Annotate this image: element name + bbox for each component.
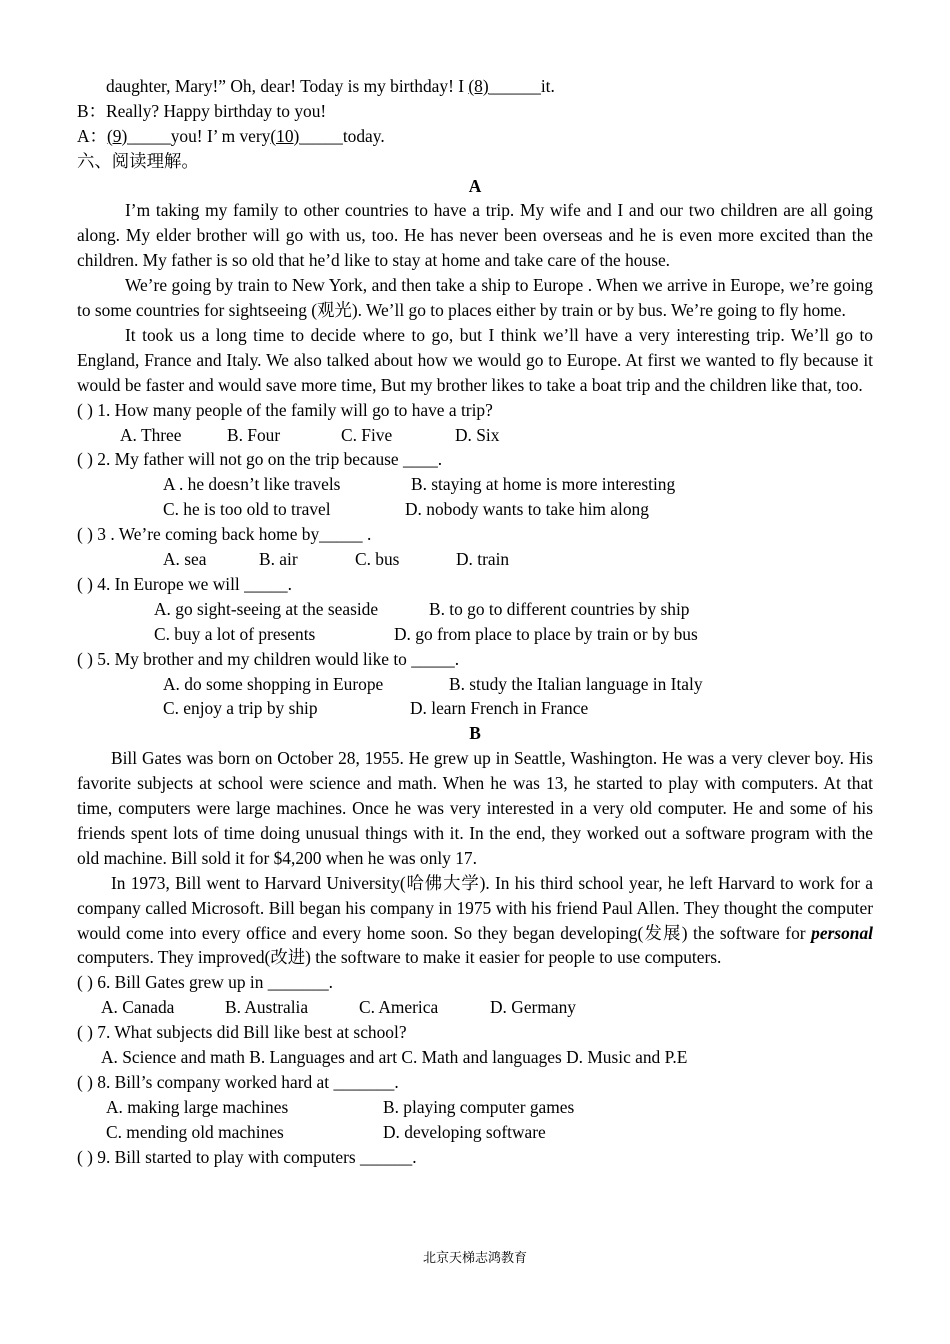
worksheet-page (77, 74, 873, 1169)
question-1-options (77, 423, 873, 448)
q4-option-c[interactable]: C. buy a lot of presents (154, 623, 316, 644)
dialogue-line-9-10: A：(9)_____you! I’ m very(10)_____today. (77, 125, 385, 146)
question-7: ( ) 7. What subjects did Bill like best at school? (77, 1022, 407, 1043)
section-title: 六、阅读理解。 (77, 150, 199, 171)
passage-b-paragraph-2: In 1973, Bill went to Harvard University(哈佛大学). In his third school year, he left Harvard to work for a company called Microsoft. Bill began his company in 1975 with his friend Paul Allen. They thought the computer would come into every office and every home soon. So they began developing(发展) the software for personal computers. They improved(改进) the software to make it easier for people to use computers. (77, 872, 873, 968)
q3-option-d[interactable]: D. train (456, 549, 510, 570)
q2-option-a[interactable]: A . he doesn’t like travels (163, 474, 341, 495)
q2-option-b[interactable]: B. staying at home is more interesting (411, 474, 676, 495)
dialogue-line-b: B：Really? Happy birthday to you! (77, 100, 327, 121)
q5-option-b[interactable]: B. study the Italian language in Italy (449, 673, 703, 694)
emphasized-word: personal (811, 922, 873, 943)
passage-a-title: A (468, 175, 482, 196)
q3-option-c[interactable]: C. bus (355, 549, 400, 570)
q4-option-b[interactable]: B. to go to different countries by ship (429, 598, 690, 619)
passage-b-paragraph-1: Bill Gates was born on October 28, 1955. He grew up in Seattle, Washington. He was a very clever boy. His favorite subjects at school were science and math. When he was 13, he started to play with computers. At that time, computers were large machines. Once he was very interested in a very old computer. He and some of his friends spent lots of time doing unusual things with it. In the end, they worked out a software program with the old machine. Bill sold it for $4,200 when he was only 17. (77, 748, 873, 868)
q1-option-c[interactable]: C. Five (341, 424, 393, 445)
question-6-options (77, 995, 873, 1020)
question-7-options[interactable]: A. Science and math B. Languages and art C. Math and languages D. Music and P.E (101, 1047, 688, 1067)
question-5-options-ab (77, 672, 873, 697)
question-5-options-cd (77, 696, 873, 721)
question-4: ( ) 4. In Europe we will _____. (77, 573, 292, 594)
q6-option-b[interactable]: B. Australia (225, 997, 309, 1018)
answer-blank-9[interactable]: _____ (127, 125, 171, 146)
question-8: ( ) 8. Bill’s company worked hard at _______. (77, 1071, 399, 1092)
passage-a-paragraph-2: We’re going by train to New York, and then take a ship to Europe . When we arrive in Europe, we’re going to some countries for sightseeing (观光). We’ll go to places either by train or by bus. We’re going to fly home. (77, 275, 873, 321)
question-9: ( ) 9. Bill started to play with computers ______. (77, 1146, 417, 1167)
q6-option-a[interactable]: A. Canada (101, 997, 175, 1018)
q5-option-a[interactable]: A. do some shopping in Europe (163, 673, 384, 694)
q2-option-c[interactable]: C. he is too old to travel (163, 499, 331, 520)
q3-option-a[interactable]: A. sea (163, 549, 207, 570)
question-8-options-cd (77, 1120, 873, 1145)
question-4-options-ab (77, 597, 873, 622)
q4-option-a[interactable]: A. go sight-seeing at the seaside (154, 598, 379, 619)
question-3: ( ) 3 . We’re coming back home by_____ . (77, 524, 372, 545)
blank-number-10: (10) (270, 125, 300, 146)
answer-blank-8[interactable]: ______ (488, 76, 541, 96)
question-1: ( ) 1. How many people of the family will go to have a trip? (77, 399, 493, 420)
q6-option-d[interactable]: D. Germany (490, 997, 576, 1018)
q2-option-d[interactable]: D. nobody wants to take him along (405, 499, 649, 520)
passage-b-title: B (469, 723, 481, 744)
q6-option-c[interactable]: C. America (359, 997, 439, 1018)
passage-a-paragraph-3: It took us a long time to decide where to go, but I think we’ll have a very interesting trip. We’ll go to England, France and Italy. We also talked about how we would go to Europe. At first we wanted to fly because it would be faster and would save more time, But my brother likes to take a boat trip and the children like that, too. (77, 324, 873, 395)
q8-option-b[interactable]: B. playing computer games (383, 1096, 575, 1117)
question-4-options-cd (77, 622, 873, 647)
page-footer: 北京天梯志鸿教育 (422, 1251, 527, 1266)
dialogue-line-8: daughter, Mary!” Oh, dear! Today is my birthday! I (8)______it. (106, 76, 555, 96)
q8-option-d[interactable]: D. developing software (383, 1121, 546, 1142)
q1-option-a[interactable]: A. Three (120, 424, 182, 445)
q1-option-b[interactable]: B. Four (227, 424, 281, 445)
question-5: ( ) 5. My brother and my children would like to _____. (77, 648, 460, 669)
q8-option-a[interactable]: A. making large machines (106, 1096, 289, 1117)
q5-option-d[interactable]: D. learn French in France (410, 698, 589, 719)
question-2-options-ab (77, 472, 873, 497)
q4-option-d[interactable]: D. go from place to place by train or by bus (394, 623, 698, 644)
passage-a-paragraph-1: I’m taking my family to other countries to have a trip. My wife and I and our two children are all going along. My elder brother will go with us, too. He has never been overseas and he is even more excited than the children. My father is so old that he’d like to stay at home and take care of the house. (77, 200, 873, 271)
blank-number-9: (9) (106, 125, 128, 146)
answer-blank-10[interactable]: _____ (299, 125, 343, 146)
question-3-options (77, 547, 873, 572)
q8-option-c[interactable]: C. mending old machines (106, 1121, 284, 1142)
blank-number-8: (8) (468, 76, 489, 96)
question-8-options-ab (77, 1095, 873, 1120)
question-6: ( ) 6. Bill Gates grew up in _______. (77, 972, 333, 993)
question-2-options-cd (77, 497, 873, 522)
question-2: ( ) 2. My father will not go on the trip because ____. (77, 449, 443, 470)
q1-option-d[interactable]: D. Six (455, 424, 500, 445)
q3-option-b[interactable]: B. air (259, 549, 298, 570)
q5-option-c[interactable]: C. enjoy a trip by ship (163, 698, 318, 719)
